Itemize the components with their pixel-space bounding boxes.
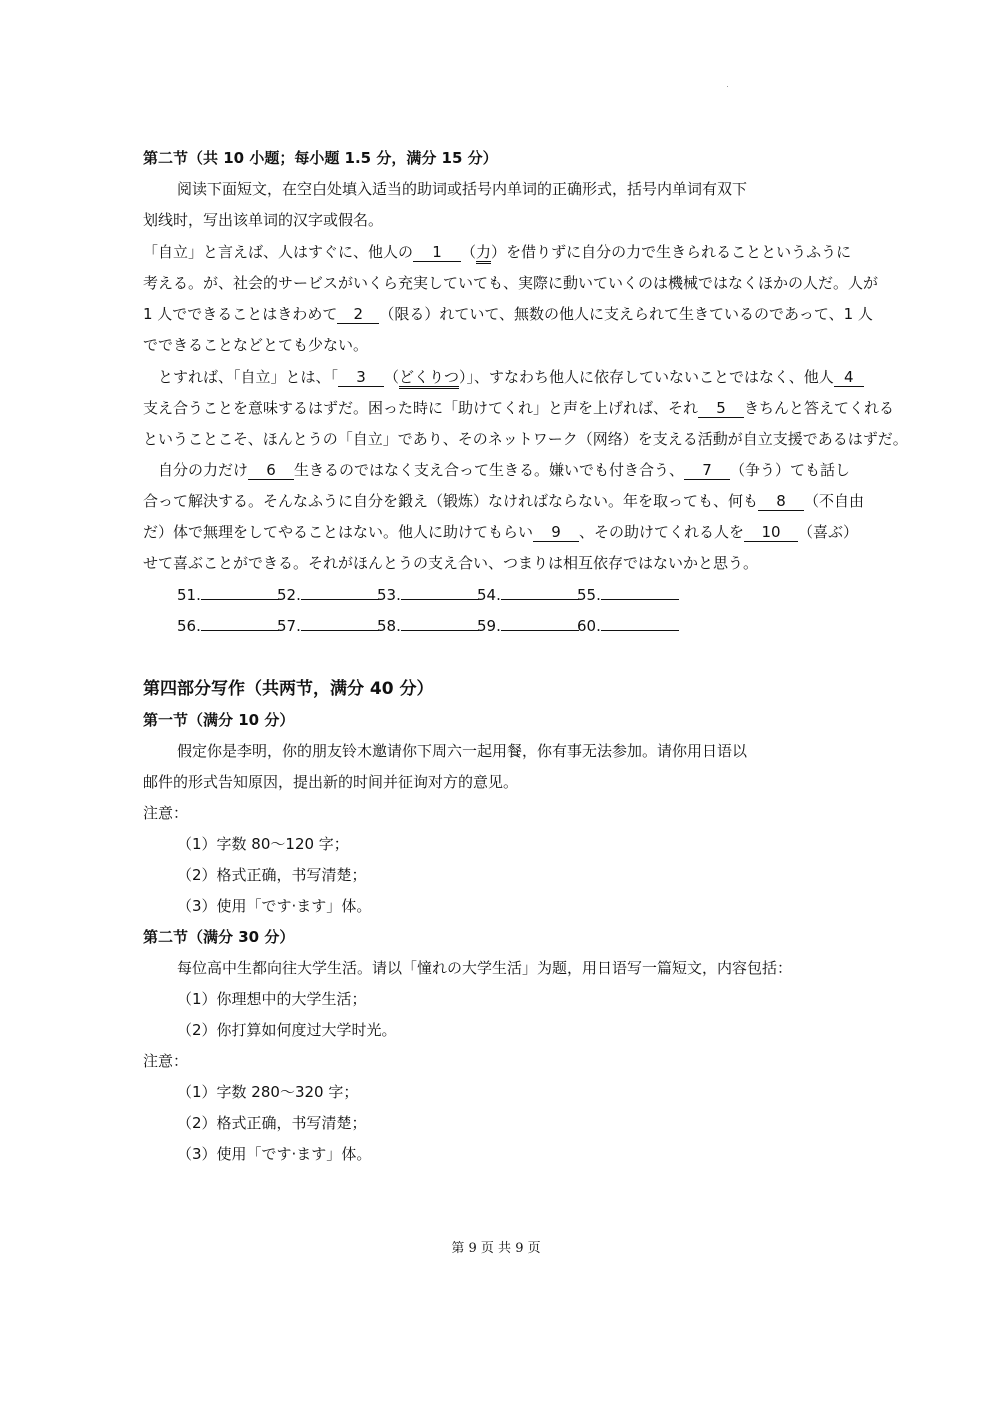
section2-instruction-line2: 划线时，写出该单词的汉字或假名。: [143, 211, 384, 229]
blank-7: 7: [684, 462, 730, 480]
answer-number: 51.: [177, 586, 201, 604]
answer-slot-57: [277, 616, 377, 636]
double-underlined-word: どくりつ: [399, 368, 459, 389]
passage-line: 考える。が、社会的サービスがいくら充実していても、実際に動いていくのは機械ではなくほかの人だ。人が: [143, 274, 879, 292]
paren: （: [461, 243, 477, 261]
passage-text: 生きるのではなく支え合って生きる。嫌いでも付き合う、: [294, 461, 685, 479]
blank-3: 3: [338, 369, 384, 387]
blank-4: 4: [834, 369, 864, 387]
part4-s2-note-3: （3）使用「です·ます」体。: [177, 1145, 372, 1163]
passage-text: （喜ぶ）: [798, 523, 859, 541]
blank-5: 5: [698, 400, 744, 418]
passage-line: せて喜ぶことができる。それがほんとうの支え合い、つまりは相互依存ではないかと思う。: [143, 554, 759, 572]
blank-9: 9: [533, 524, 579, 542]
answer-number: 56.: [177, 617, 201, 635]
section2-instruction-line1: 阅读下面短文，在空白处填入适当的助词或括号内单词的正确形式，括号内单词有双下: [177, 180, 748, 198]
part4-s1-prompt-line2: 邮件的形式告知原因，提出新的时间并征询对方的意见。: [143, 773, 519, 791]
blank-10: 10: [744, 524, 798, 542]
passage-text: （不自由: [804, 492, 865, 510]
answer-line[interactable]: [501, 616, 579, 631]
answer-slot-51: [177, 585, 277, 605]
page-number-footer: 第 9 页 共 9 页: [451, 1241, 541, 1256]
answer-number: 57.: [277, 617, 301, 635]
answer-row-2: [177, 616, 677, 636]
answer-line[interactable]: [201, 585, 279, 600]
passage-text: だ）体で無理をしてやることはない。他人に助けてもらい: [143, 523, 534, 541]
part4-s2-content-2: （2）你打算如何度过大学时光。: [177, 1021, 397, 1039]
passage-line: [143, 242, 851, 262]
passage-line: [158, 367, 864, 387]
passage-line: [143, 522, 858, 542]
blank-6: 6: [248, 462, 294, 480]
passage-text: 自分の力だけ: [158, 461, 249, 479]
answer-line[interactable]: [601, 585, 679, 600]
passage-line: [158, 460, 850, 480]
answer-slot-59: [477, 616, 577, 636]
answer-slot-60: [577, 616, 677, 636]
answer-line[interactable]: [201, 616, 279, 631]
part4-s2-content-1: （1）你理想中的大学生活；: [177, 990, 367, 1008]
part4-s2-note-2: （2）格式正确，书写清楚；: [177, 1114, 367, 1132]
passage-text: 「自立」と言えば、人はすぐに、他人の: [143, 243, 414, 261]
answer-number: 53.: [377, 586, 401, 604]
part4-heading: 第四部分写作（共两节，满分 40 分）: [143, 679, 434, 699]
part4-s2-note: 注意：: [143, 1052, 189, 1070]
answer-number: 55.: [577, 586, 601, 604]
passage-line: でできることなどとても少ない。: [143, 336, 369, 354]
part4-s1-note-2: （2）格式正确，书写清楚；: [177, 866, 367, 884]
answer-row-1: [177, 585, 677, 605]
passage-text: とすれば、「自立」とは、「: [158, 368, 339, 386]
paren: （: [384, 368, 400, 386]
answer-slot-52: [277, 585, 377, 605]
answer-slot-58: [377, 616, 477, 636]
blank-2: 2: [337, 306, 379, 324]
answer-line[interactable]: [401, 585, 479, 600]
passage-text: きちんと答えてくれる: [744, 399, 895, 417]
answer-line[interactable]: [301, 585, 379, 600]
answer-number: 52.: [277, 586, 301, 604]
answer-number: 54.: [477, 586, 501, 604]
answer-line[interactable]: [301, 616, 379, 631]
passage-text: を借りずに自分の力で生きられることというふうに: [506, 243, 852, 261]
passage-text: 合って解決する。そんなふうに自分を鍛え（锻炼）なければならない。年を取っても、何も: [143, 492, 759, 510]
double-underlined-word: 力: [476, 243, 491, 264]
part4-s2-note-1: （1）字数 280～320 字；: [177, 1083, 359, 1101]
part4-s2-heading: 第二节（满分 30 分）: [143, 928, 295, 946]
answer-slot-54: [477, 585, 577, 605]
passage-text: （限る）れていて、無数の他人に支えられて生きているのであって、1 人: [379, 305, 873, 323]
answer-slot-56: [177, 616, 277, 636]
answer-slot-53: [377, 585, 477, 605]
passage-text: 1 人でできることはきわめて: [143, 305, 338, 323]
passage-text: ）」、すなわち他人に依存していないことではなく、他人: [459, 368, 834, 386]
passage-text: （争う）ても話し: [730, 461, 851, 479]
passage-line: ということこそ、ほんとうの「自立」であり、そのネットワーク（网络）を支える活動が自立支援であるはずだ。: [143, 430, 908, 448]
passage-line: [143, 491, 864, 511]
answer-line[interactable]: [601, 616, 679, 631]
answer-line[interactable]: [401, 616, 479, 631]
speck: [727, 86, 728, 87]
passage-text: 支え合うことを意味するはずだ。困った時に「助けてくれ」と声を上げれば、それ: [143, 399, 699, 417]
part4-s1-note: 注意：: [143, 804, 189, 822]
blank-1: 1: [413, 244, 461, 262]
paren: ）: [491, 243, 507, 261]
answer-line[interactable]: [501, 585, 579, 600]
passage-line: [143, 398, 894, 418]
blank-8: 8: [758, 493, 804, 511]
part4-s1-heading: 第一节（满分 10 分）: [143, 711, 295, 729]
answer-number: 60.: [577, 617, 601, 635]
part4-s1-prompt-line1: 假定你是李明，你的朋友铃木邀请你下周六一起用餐，你有事无法参加。请你用日语以: [177, 742, 748, 760]
part4-s1-note-3: （3）使用「です·ます」体。: [177, 897, 372, 915]
passage-text: 、その助けてくれる人を: [579, 523, 745, 541]
passage-line: [143, 304, 873, 324]
part4-s1-note-1: （1）字数 80～120 字；: [177, 835, 349, 853]
answer-number: 58.: [377, 617, 401, 635]
answer-number: 59.: [477, 617, 501, 635]
answer-slot-55: [577, 585, 677, 605]
section2-heading: 第二节（共 10 小题；每小题 1.5 分，满分 15 分）: [143, 149, 498, 167]
part4-s2-prompt: 每位高中生都向往大学生活。请以「憧れの大学生活」为题，用日语写一篇短文，内容包括：: [177, 959, 793, 977]
